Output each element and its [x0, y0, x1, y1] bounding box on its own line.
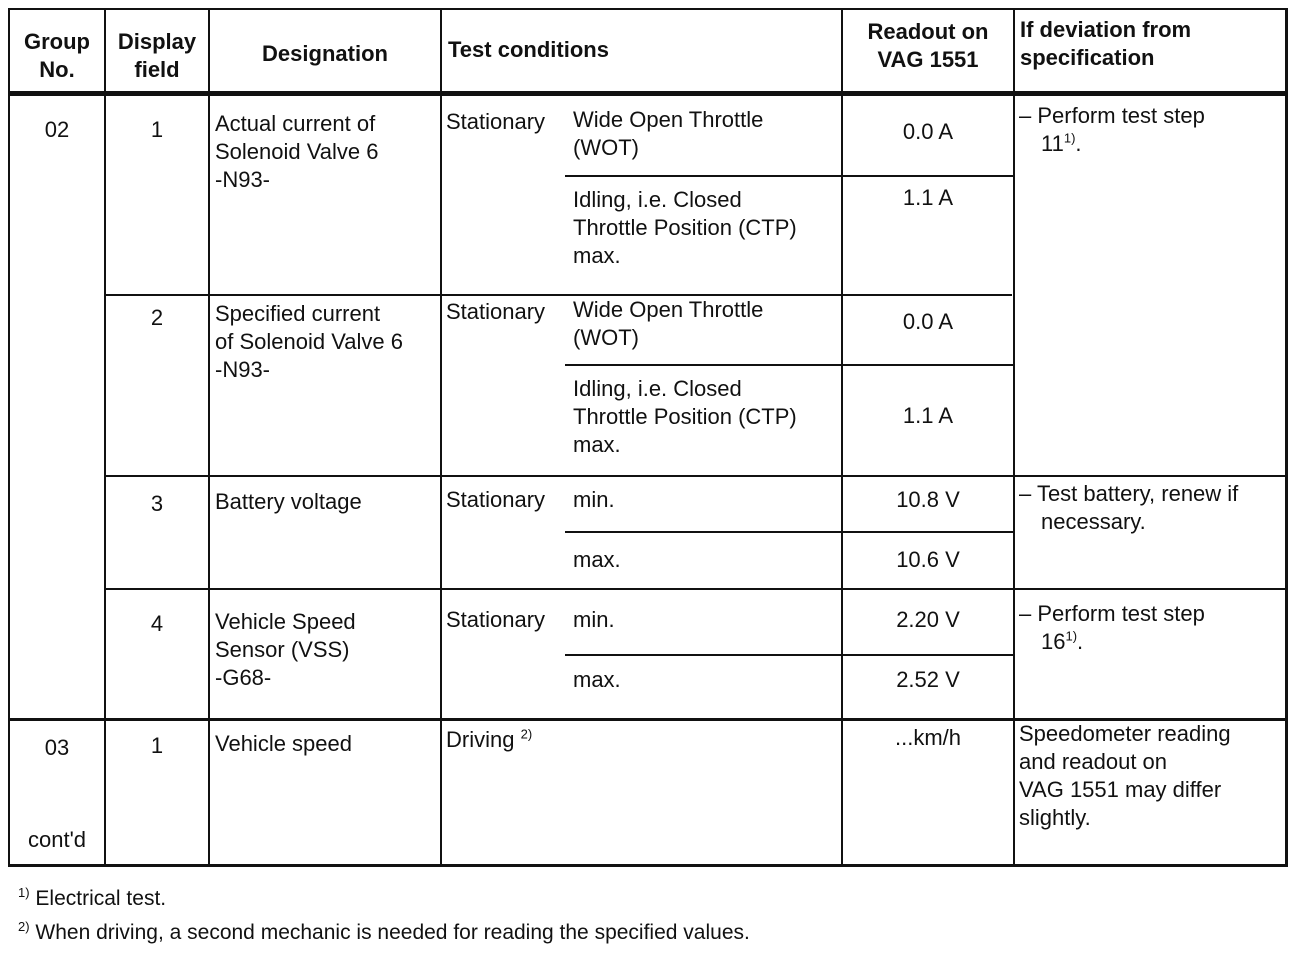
r5-condition-text: Driving [446, 727, 515, 752]
r5-condition [446, 726, 532, 754]
r4-deviation-step: 16 [1041, 629, 1066, 654]
header-group-no: Group No. [24, 29, 90, 82]
r2-sub2-line3: max. [573, 432, 621, 457]
r4-deviation-line1: – Perform test step [1019, 601, 1205, 626]
header-display-field: Display field [117, 29, 197, 82]
header-rule [8, 91, 1288, 96]
r3-sub1: min. [573, 487, 615, 512]
col-divider-3 [440, 8, 442, 867]
r1-sub2-line1: Idling, i.e. Closed [573, 187, 742, 212]
r1-designation-line1: Actual current of [215, 111, 376, 136]
r3-deviation-line2: necessary. [1041, 509, 1146, 534]
r2-readout-1: 0.0 A [902, 309, 954, 334]
r2-sub2-line2: Throttle Position (CTP) [573, 404, 797, 429]
group-no-03-note: cont'd [27, 827, 87, 852]
r3-sub2: max. [573, 547, 621, 572]
r5-deviation-line3: VAG 1551 may differ [1019, 777, 1222, 802]
r5-condition-footnote-ref: 2) [520, 726, 533, 742]
footnote-1 [18, 886, 166, 912]
r5-readout: ...km/h [894, 725, 961, 750]
footnote-2-mark: 2) [18, 919, 30, 934]
r1-designation-line3: -N93- [215, 167, 271, 192]
r3-readout-1: 10.8 V [896, 487, 960, 512]
field-3: 3 [150, 491, 164, 516]
field-1: 1 [150, 117, 164, 142]
r5-deviation-line2: and readout on [1019, 749, 1168, 774]
r1-condition: Stationary [446, 109, 546, 134]
col-divider-2 [208, 8, 210, 867]
header-test-conditions: Test conditions [448, 37, 609, 62]
r5-designation: Vehicle speed [215, 731, 352, 756]
r4-sub2: max. [573, 667, 621, 692]
table-border-right [1285, 8, 1288, 867]
footnote-2 [18, 920, 750, 946]
r3-deviation-line1: – Test battery, renew if [1019, 481, 1239, 506]
r4-readout-2: 2.52 V [896, 667, 960, 692]
field-2: 2 [150, 305, 164, 330]
r2-sub2-line1: Idling, i.e. Closed [573, 376, 742, 401]
r1-readout-1: 0.0 A [902, 119, 954, 144]
r1-readout-2: 1.1 A [902, 185, 954, 210]
r1-deviation-end: . [1075, 131, 1082, 156]
table-border-bottom [8, 864, 1288, 867]
footnote-1-mark: 1) [18, 885, 30, 900]
r4-deviation-footnote-ref: 1) [1065, 628, 1078, 644]
r5-deviation-line4: slightly. [1019, 805, 1091, 830]
r4-designation-line3: -G68- [215, 665, 272, 690]
r2-designation-line2: of Solenoid Valve 6 [215, 329, 403, 354]
r3-designation: Battery voltage [215, 489, 362, 514]
row-sep-1 [106, 294, 1012, 296]
r4-condition: Stationary [446, 607, 546, 632]
r2-designation-line3: -N93- [215, 357, 271, 382]
r1-deviation-footnote-ref: 1) [1063, 130, 1076, 146]
r5-deviation-line1: Speedometer reading [1019, 721, 1231, 746]
sub-sep-3 [565, 531, 1013, 533]
sub-sep-1 [565, 175, 1013, 177]
row-sep-2 [106, 475, 1286, 477]
spec-table [8, 8, 1288, 867]
r2-condition: Stationary [446, 299, 546, 324]
r2-readout-2: 1.1 A [902, 403, 954, 428]
r3-readout-2: 10.6 V [896, 547, 960, 572]
r4-deviation-line2 [1041, 628, 1083, 656]
r4-deviation-end: . [1077, 629, 1084, 654]
group-no-03: 03 [44, 735, 70, 760]
sub-sep-4 [565, 654, 1013, 656]
r1-sub1-line1: Wide Open Throttle [573, 107, 764, 132]
r2-sub1-line2: (WOT) [573, 325, 639, 350]
header-deviation: If deviation from specification [1020, 17, 1192, 70]
r1-sub1-line2: (WOT) [573, 135, 639, 160]
footnote-2-text: When driving, a second mechanic is needed for reading the specified values. [35, 921, 750, 944]
r2-sub1-line1: Wide Open Throttle [573, 297, 764, 322]
r1-deviation-step: 11 [1041, 131, 1064, 156]
group-no-02: 02 [44, 117, 70, 142]
field-4: 4 [150, 611, 164, 636]
r1-deviation-line2 [1041, 130, 1082, 158]
r1-deviation-line1: – Perform test step [1019, 103, 1205, 128]
r4-sub1: min. [573, 607, 615, 632]
row-sep-3 [106, 588, 1286, 590]
header-readout: Readout on VAG 1551 [867, 19, 989, 72]
r4-designation-line2: Sensor (VSS) [215, 637, 350, 662]
sub-sep-2 [565, 364, 1013, 366]
field-1-group-03: 1 [150, 733, 164, 758]
r3-condition: Stationary [446, 487, 546, 512]
r1-sub2-line3: max. [573, 243, 621, 268]
r4-designation-line1: Vehicle Speed [215, 609, 356, 634]
table-border-top [8, 8, 1288, 10]
footnote-1-text: Electrical test. [35, 887, 167, 910]
header-designation: Designation [262, 41, 388, 66]
r2-designation-line1: Specified current [215, 301, 381, 326]
r1-sub2-line2: Throttle Position (CTP) [573, 215, 797, 240]
r4-readout-1: 2.20 V [896, 607, 960, 632]
col-divider-5 [1013, 8, 1015, 867]
r1-designation-line2: Solenoid Valve 6 [215, 139, 379, 164]
